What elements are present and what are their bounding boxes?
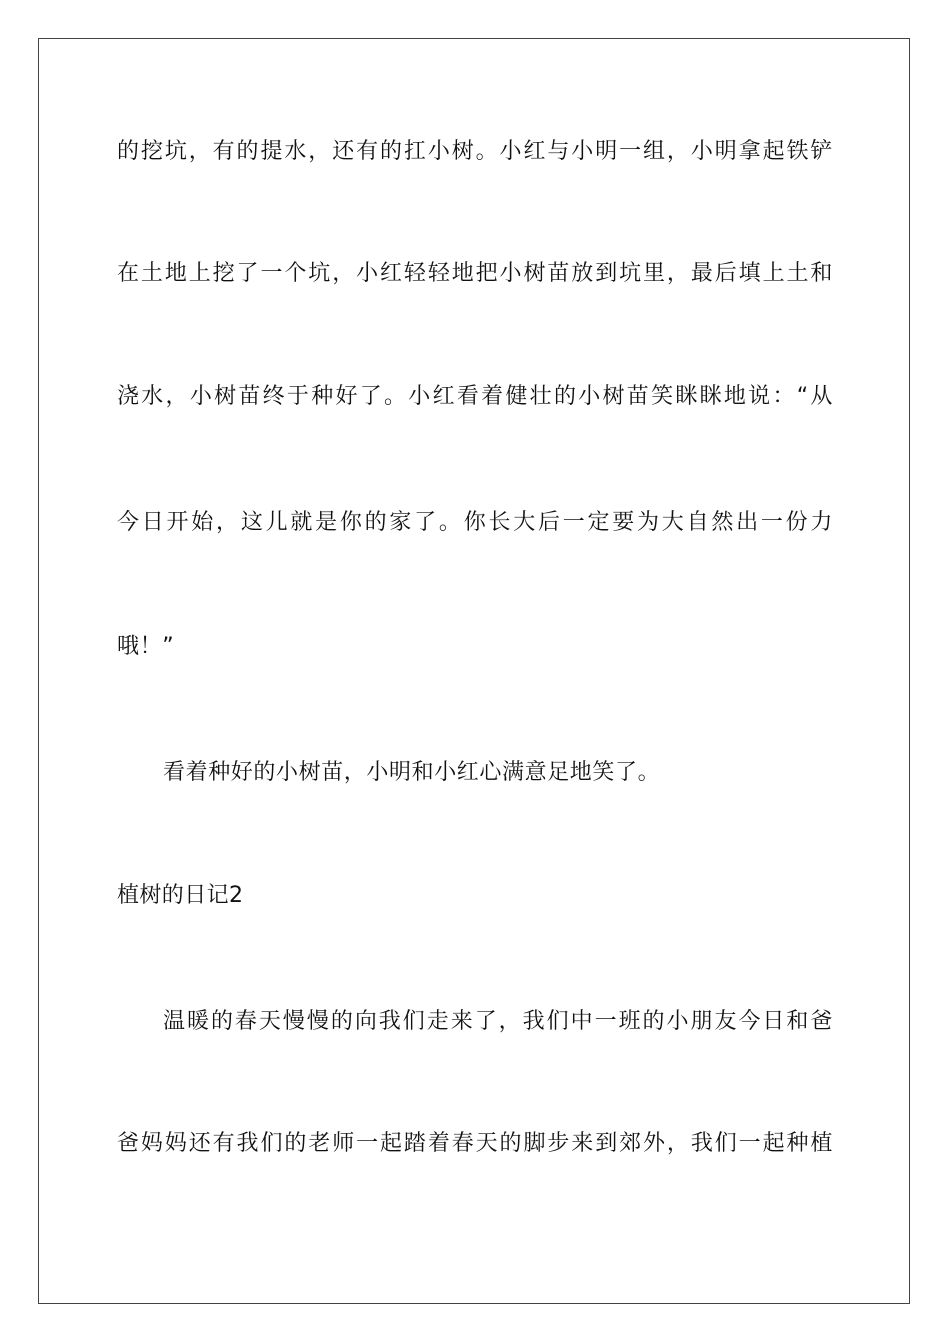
page-border (38, 38, 910, 1304)
text-line: 今日开始，这儿就是你的家了。你长大后一定要为大自然出一份力 (117, 510, 833, 535)
text-line: 浇水，小树苗终于种好了。小红看着健壮的小树苗笑眯眯地说：“从 (117, 384, 833, 409)
text-line: 爸妈妈还有我们的老师一起踏着春天的脚步来到郊外，我们一起种植 (117, 1131, 833, 1156)
text-line: 温暖的春天慢慢的向我们走来了，我们中一班的小朋友今日和爸 (163, 1009, 833, 1034)
text-line: 哦！” (117, 634, 175, 659)
text-line: 看着种好的小树苗，小明和小红心满意足地笑了。 (163, 760, 661, 785)
text-line: 的挖坑，有的提水，还有的扛小树。小红与小明一组，小明拿起铁铲 (117, 139, 833, 164)
text-line: 在土地上挖了一个坑，小红轻轻地把小树苗放到坑里，最后填上土和 (117, 261, 833, 286)
section-heading: 植树的日记2 (117, 883, 244, 908)
